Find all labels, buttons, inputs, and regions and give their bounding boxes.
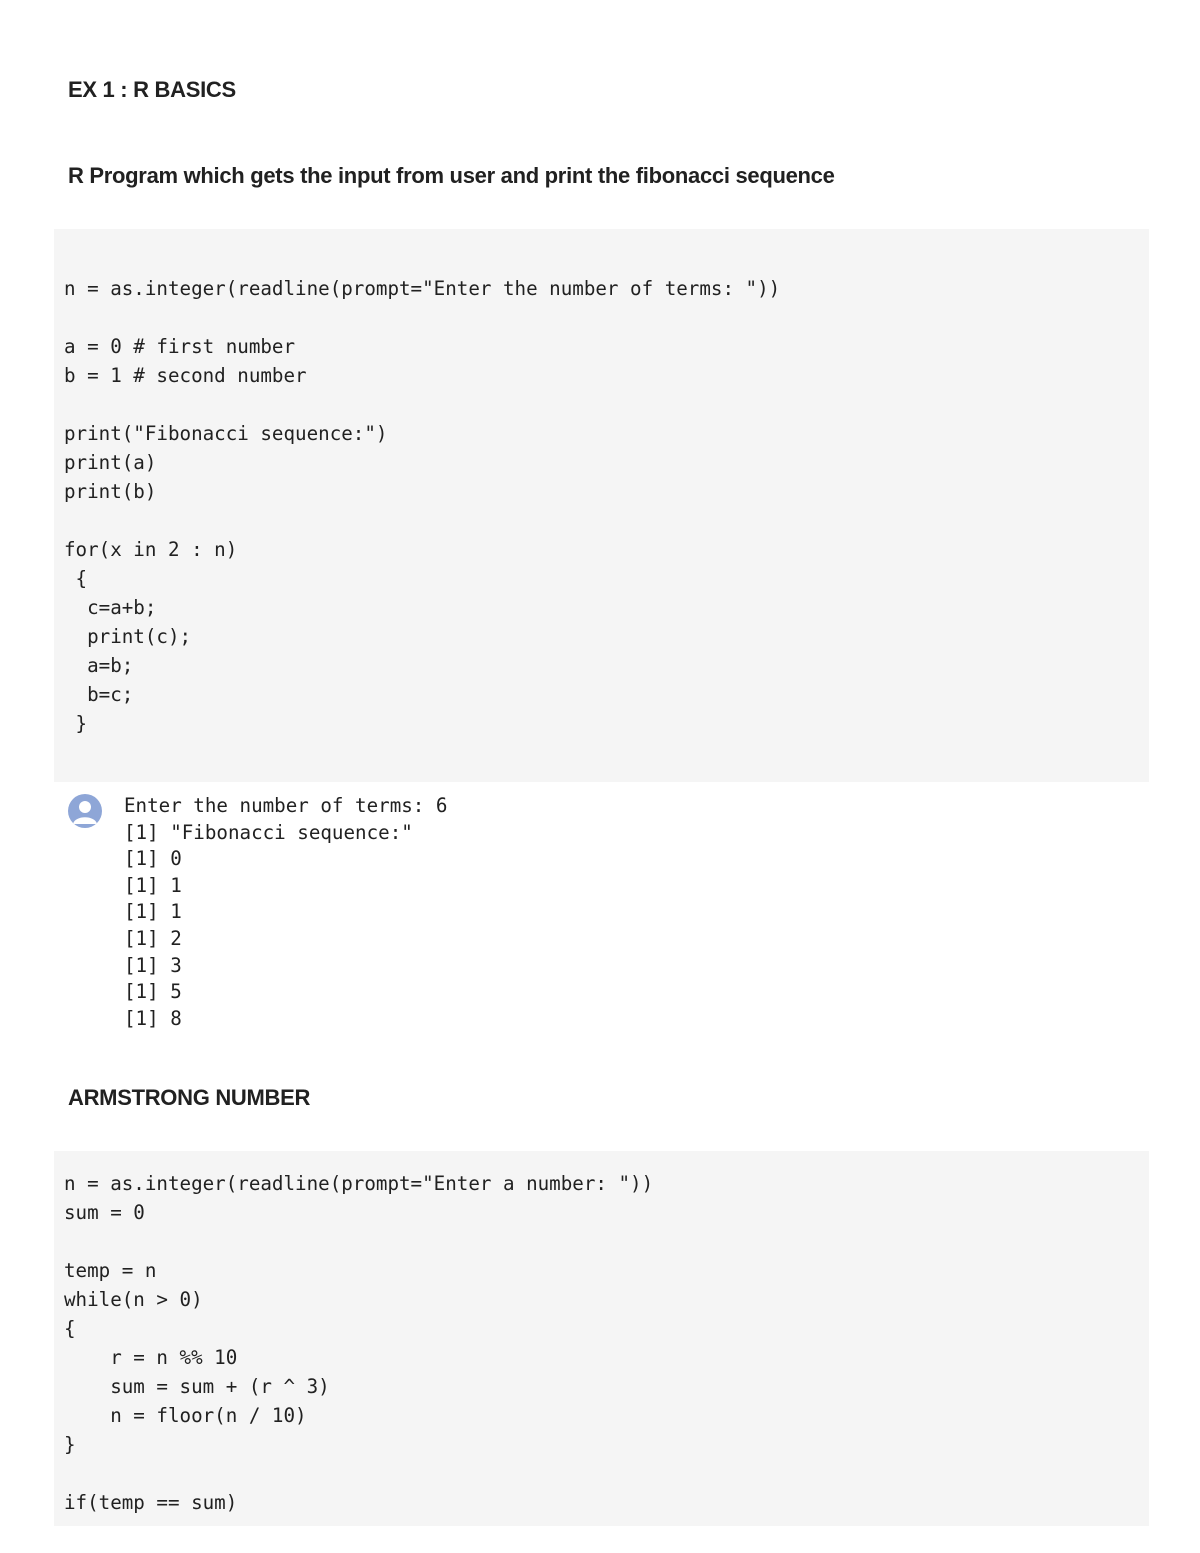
page-title: EX 1 : R BASICS — [68, 77, 236, 102]
code-text-armstrong[interactable]: n = as.integer(readline(prompt="Enter a number: ")) sum = 0 temp = n while(n > 0) { r = n %% 10 sum = sum + (r ^ 3) n = floor(n / 10) } if(temp == sum) — [64, 1172, 654, 1514]
section-heading-armstrong: ARMSTRONG NUMBER — [68, 1085, 311, 1110]
code-cell-armstrong[interactable] — [54, 1151, 1149, 1526]
user-avatar-icon[interactable] — [68, 794, 102, 828]
section-heading-fibonacci: R Program which gets the input from user and print the fibonacci sequence — [68, 163, 835, 188]
code-text-fibonacci[interactable]: n = as.integer(readline(prompt="Enter the number of terms: ")) a = 0 # first number b = 1 # second number print("Fibonacci sequence:") print(a) print(b) for(x in 2 : n) { c=a+b; print(c); a=b; b=c; } — [64, 277, 781, 735]
output-text-fibonacci: Enter the number of terms: 6 [1] "Fibonacci sequence:" [1] 0 [1] 1 [1] 1 [1] 2 [1] 3 [1] 5 [1] 8 — [124, 794, 448, 1030]
output-area-fibonacci — [54, 782, 1149, 1042]
code-cell-fibonacci[interactable] — [54, 229, 1149, 782]
